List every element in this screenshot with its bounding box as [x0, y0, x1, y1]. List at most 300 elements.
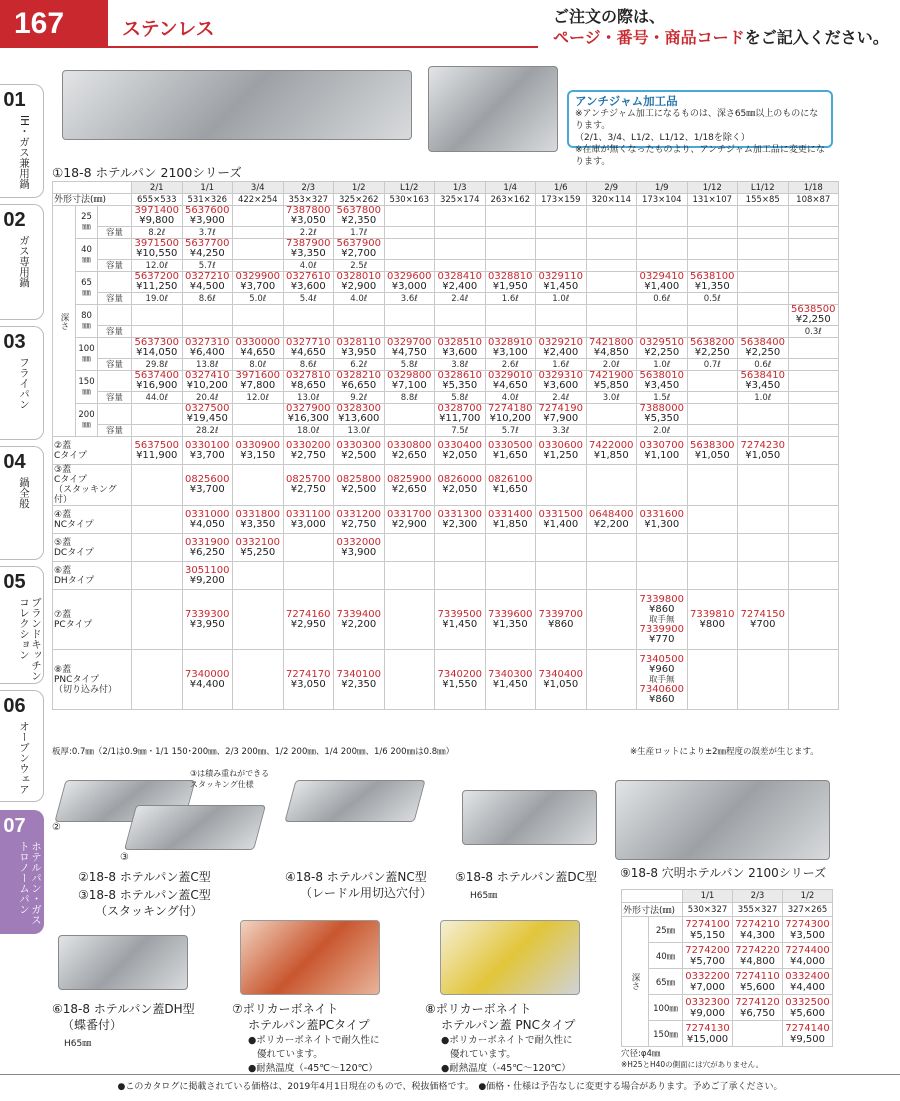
capacity-cell: 5.8ℓ — [435, 392, 486, 404]
product-cell — [738, 465, 789, 506]
capacity-cell: 8.6ℓ — [283, 359, 334, 371]
dims-label: 外形寸法(㎜) — [53, 194, 132, 206]
product-price: ¥11,700 — [439, 413, 481, 424]
capacity-cell: 4.0ℓ — [334, 293, 385, 305]
product-cell — [384, 590, 435, 650]
product-code: 0328910 — [487, 337, 533, 348]
product-cell — [637, 534, 688, 562]
pc-lid-image — [240, 920, 380, 995]
product-price: ¥3,600 — [442, 347, 478, 358]
product-code: 7274220 — [735, 944, 780, 956]
product-price: ¥3,950 — [189, 618, 225, 630]
product-cell — [334, 305, 385, 326]
product-price: ¥1,550 — [442, 678, 478, 690]
sidebar-tab-label: IH・ガス兼用鍋 — [18, 115, 30, 189]
product-cell — [435, 650, 486, 710]
product-cell — [283, 305, 334, 326]
product-cell — [687, 650, 738, 710]
product-price: ¥770 — [649, 633, 675, 645]
capacity-cell — [485, 326, 536, 338]
product-cell — [788, 650, 839, 710]
product-price: ¥16,300 — [287, 413, 329, 424]
capacity-cell — [536, 326, 587, 338]
capacity-cell: 13.8ℓ — [182, 359, 233, 371]
product-price: ¥3,700 — [240, 281, 276, 292]
spacer — [98, 239, 132, 260]
product-price: ¥3,000 — [391, 281, 427, 292]
order-note: ご注文の際は、 ページ・番号・商品コードをご記入ください。 — [553, 7, 889, 47]
spacer — [98, 272, 132, 293]
product-code: 0825600 — [184, 474, 230, 485]
dims-cell: 422×254 — [233, 194, 284, 206]
sidebar-tab-label: フライパン — [18, 357, 30, 410]
product-cell — [435, 272, 486, 293]
lid-label — [53, 534, 132, 562]
capacity-cell — [485, 260, 536, 272]
product-cell — [182, 562, 233, 590]
product-cell — [586, 465, 637, 506]
product-cell — [687, 272, 738, 293]
product-code: 0327500 — [184, 403, 230, 414]
size-header: 1/12 — [687, 182, 738, 194]
capacity-cell — [687, 392, 738, 404]
product-code: 7274190 — [538, 403, 584, 414]
product-code: 7340400 — [538, 668, 584, 680]
product-code: 0329010 — [487, 370, 533, 381]
sidebar-tab-label: ホテルパン・ガストロノームパン — [18, 841, 42, 925]
product-cell — [536, 404, 587, 425]
product-cell — [687, 534, 738, 562]
product-cell — [384, 338, 435, 359]
product-code: 3971600 — [235, 370, 281, 381]
table-row — [622, 995, 833, 1021]
capacity-cell — [233, 227, 284, 239]
product-cell — [637, 305, 688, 326]
product-code: 0329900 — [235, 271, 281, 282]
product-code: 7274230 — [740, 439, 786, 451]
product-price: ¥5,600 — [790, 1007, 825, 1019]
product-cell — [233, 404, 284, 425]
product-cell — [683, 995, 733, 1021]
product-cell — [536, 437, 587, 465]
product-code: 0329800 — [386, 370, 432, 381]
product-cell — [536, 305, 587, 326]
product-cell — [334, 206, 385, 227]
lid-c-stack-image — [124, 805, 266, 850]
product-code: 7274170 — [285, 668, 331, 680]
product-cell — [384, 305, 435, 326]
product-price: ¥9,200 — [189, 574, 225, 586]
product-cell — [637, 338, 688, 359]
product-cell — [586, 534, 637, 562]
capacity-label: 容量 — [98, 293, 132, 305]
product-code: 0327810 — [285, 370, 331, 381]
product-cell — [637, 562, 688, 590]
caption-5: ⑤18-8 ホテルパン蓋DC型 — [455, 870, 597, 884]
product-code: 7340000 — [184, 668, 230, 680]
page-title: ステンレス — [122, 18, 215, 40]
product-price: ¥2,250 — [644, 347, 680, 358]
lid-label — [53, 437, 132, 465]
product-cell — [283, 437, 334, 465]
product-code: 0331000 — [184, 508, 230, 520]
size-header: 1/4 — [485, 182, 536, 194]
product-cell — [783, 1021, 833, 1047]
lid-nc-image — [284, 780, 425, 822]
product-price: ¥1,450 — [442, 618, 478, 630]
product-cell — [283, 590, 334, 650]
caption-3b: （スタッキング付） — [95, 904, 203, 918]
product-cell — [788, 437, 839, 465]
product-price: ¥2,300 — [442, 518, 478, 530]
capacity-cell — [384, 260, 435, 272]
sidebar-tab-03 — [0, 326, 44, 440]
product-cell — [637, 465, 688, 506]
product-code: 0330300 — [336, 439, 382, 451]
product-cell — [233, 562, 284, 590]
product-cell — [536, 239, 587, 260]
product-cell — [738, 437, 789, 465]
product-cell — [132, 506, 183, 534]
capacity-cell: 5.4ℓ — [283, 293, 334, 305]
size-header: 1/1 — [683, 890, 733, 903]
table-row — [53, 371, 839, 392]
product-cell — [435, 534, 486, 562]
sidebar-tab-07 — [0, 810, 44, 934]
lid-label-line: ⑦蓋 — [54, 609, 72, 620]
img-label-3: ③ — [120, 852, 129, 863]
product-cell — [738, 404, 789, 425]
product-code: 0330400 — [437, 439, 483, 451]
product-code: 0648400 — [588, 508, 634, 520]
product-code: 0332300 — [685, 996, 730, 1008]
table-row — [53, 650, 839, 710]
product-price: ¥19,450 — [186, 413, 228, 424]
product-price: ¥3,600 — [543, 380, 579, 391]
capacity-cell — [586, 227, 637, 239]
product-price: ¥3,000 — [290, 518, 326, 530]
product-cell — [738, 239, 789, 260]
product-price: ¥2,500 — [341, 449, 377, 461]
product-cell — [637, 506, 688, 534]
product-code: 0330700 — [639, 439, 685, 451]
product-code: 7274100 — [685, 918, 730, 930]
table-row — [622, 1021, 833, 1047]
product-cell — [435, 404, 486, 425]
product-code: 0330600 — [538, 439, 584, 451]
product-price: ¥14,050 — [136, 347, 178, 358]
capacity-cell: 44.0ℓ — [132, 392, 183, 404]
product-cell — [687, 590, 738, 650]
product-price: ¥5,700 — [690, 955, 725, 967]
capacity-cell: 2.0ℓ — [637, 425, 688, 437]
lid-label-line: （スタッキング付） — [54, 485, 117, 505]
product-cell — [637, 404, 688, 425]
product-price: ¥4,800 — [740, 955, 775, 967]
caption-7b: ホテルパン蓋PCタイプ — [248, 1018, 370, 1032]
product-price: ¥3,500 — [790, 929, 825, 941]
product-code: 5638300 — [689, 439, 735, 451]
product-cell — [334, 437, 385, 465]
product-code: 7339300 — [184, 608, 230, 620]
table-row — [53, 182, 839, 194]
lid-dh-image — [58, 935, 188, 990]
dims-cell: 173×159 — [536, 194, 587, 206]
capacity-cell — [233, 326, 284, 338]
product-code: 7421900 — [588, 370, 634, 381]
page-number: 167 — [0, 0, 108, 48]
product-cell — [132, 534, 183, 562]
sidebar-tab-label: ブランドキッチンコレクション — [18, 597, 42, 681]
product-code: 5638410 — [740, 370, 786, 381]
capacity-cell — [637, 326, 688, 338]
capacity-cell — [485, 227, 536, 239]
capacity-cell: 3.8ℓ — [435, 359, 486, 371]
product-code: 3051100 — [184, 564, 230, 576]
corner-cell — [53, 182, 132, 194]
product-cell — [334, 239, 385, 260]
size-header: 1/18 — [788, 182, 839, 194]
product-code: 0330800 — [386, 439, 432, 451]
product-price: ¥1,350 — [694, 281, 730, 292]
spacer — [98, 338, 132, 359]
product-cell — [233, 371, 284, 392]
product-code: 0331400 — [487, 508, 533, 520]
capacity-cell: 8.0ℓ — [233, 359, 284, 371]
product-code: 5638500 — [790, 304, 836, 315]
product-cell — [783, 917, 833, 943]
product-price: ¥4,650 — [290, 347, 326, 358]
size-header: 1/2 — [783, 890, 833, 903]
dims-label: 外形寸法(㎜) — [622, 903, 683, 917]
product-code: 5637900 — [336, 238, 382, 249]
depth-label: 100㎜ — [76, 338, 98, 371]
product-code: 0328510 — [437, 337, 483, 348]
product-cell — [182, 534, 233, 562]
table-row — [53, 272, 839, 293]
product-price: ¥2,250 — [694, 347, 730, 358]
product-cell — [283, 206, 334, 227]
product-cell — [435, 506, 486, 534]
dims-cell: 530×163 — [384, 194, 435, 206]
product-price: ¥2,250 — [745, 347, 781, 358]
product-cell — [738, 305, 789, 326]
product-cell — [182, 239, 233, 260]
product-code: 7387800 — [285, 205, 331, 216]
product-cell — [334, 404, 385, 425]
capacity-label: 容量 — [98, 359, 132, 371]
product-cell — [788, 590, 839, 650]
product-code: 7274200 — [685, 944, 730, 956]
capacity-cell — [788, 227, 839, 239]
product-price: ¥10,200 — [186, 380, 228, 391]
capacity-cell: 29.8ℓ — [132, 359, 183, 371]
capacity-cell: 0.6ℓ — [637, 293, 688, 305]
product-price: ¥4,400 — [790, 981, 825, 993]
product-cell — [435, 465, 486, 506]
product-cell — [384, 239, 435, 260]
capacity-cell: 1.7ℓ — [334, 227, 385, 239]
dims-cell: 530×327 — [683, 903, 733, 917]
lid-label-line: （切り込み付） — [54, 684, 118, 695]
dims-cell: 327×265 — [783, 903, 833, 917]
capacity-cell — [687, 425, 738, 437]
table-row — [622, 943, 833, 969]
product-code: 7274150 — [740, 608, 786, 620]
product-code: 3971400 — [134, 205, 180, 216]
product-price: ¥1,450 — [543, 281, 579, 292]
product-cell — [586, 305, 637, 326]
product-price: ¥3,700 — [189, 484, 225, 495]
product-cell — [233, 534, 284, 562]
product-cell — [733, 1021, 783, 1047]
product-cell — [783, 969, 833, 995]
capacity-cell: 5.8ℓ — [384, 359, 435, 371]
capacity-cell: 5.7ℓ — [182, 260, 233, 272]
product-cell — [687, 465, 738, 506]
capacity-cell: 1.5ℓ — [637, 392, 688, 404]
size-header: 2/9 — [586, 182, 637, 194]
caption-7-notes: ●ポリカーボネイトで耐久性に 優れています。 ●耐熱温度（-45℃～120℃） — [248, 1035, 380, 1074]
dims-cell: 263×162 — [485, 194, 536, 206]
product-price: ¥1,250 — [543, 449, 579, 461]
product-price: ¥3,100 — [492, 347, 528, 358]
product-cell — [733, 969, 783, 995]
product-code: 0327710 — [285, 337, 331, 348]
product-code: 0328110 — [336, 337, 382, 348]
product-code: 0331100 — [285, 508, 331, 520]
product-cell — [132, 590, 183, 650]
product-code: 0331300 — [437, 508, 483, 520]
product-price: ¥4,400 — [189, 678, 225, 690]
no-handle-label: 取手無 — [648, 614, 675, 625]
capacity-cell: 19.0ℓ — [132, 293, 183, 305]
product-price: ¥6,750 — [740, 1007, 775, 1019]
product-cell — [637, 590, 688, 650]
product-price: ¥9,500 — [790, 1033, 825, 1045]
product-cell — [687, 371, 738, 392]
product-code: 0328210 — [336, 370, 382, 381]
product-code: 0331600 — [639, 508, 685, 520]
corner-cell — [622, 890, 683, 903]
sidebar-tab-label: オーブンウェア — [18, 721, 30, 795]
product-price: ¥2,750 — [341, 518, 377, 530]
product-code: 5637300 — [134, 337, 180, 348]
capacity-cell — [687, 326, 738, 338]
product-price: ¥10,200 — [489, 413, 531, 424]
caption-9: ⑨18-8 穴明ホテルパン 2100シリーズ — [620, 866, 827, 880]
lid-label-line: PNCタイプ — [54, 674, 99, 685]
product-cell — [536, 562, 587, 590]
deep-label: 深さ — [53, 206, 76, 437]
size-header: 1/1 — [182, 182, 233, 194]
capacity-cell — [586, 326, 637, 338]
capacity-cell: 5.0ℓ — [233, 293, 284, 305]
product-price: ¥4,300 — [740, 929, 775, 941]
product-cell — [485, 272, 536, 293]
sidebar-tab-01 — [0, 84, 44, 198]
product-cell — [485, 534, 536, 562]
capacity-cell: 1.6ℓ — [485, 293, 536, 305]
product-cell — [233, 239, 284, 260]
product-cell — [283, 272, 334, 293]
product-code: 5638100 — [689, 271, 735, 282]
table-row — [53, 590, 839, 650]
product-price: ¥3,450 — [644, 380, 680, 391]
anti-jam-box: アンチジャム加工品 ※アンチジャム加工になるものは、深さ65㎜以上のものになります。 （2/1、3/4、L1/2、L1/12、1/18を除く） ※在庫が無くなったものより、アンチジャム加工品に変更になります。 — [567, 90, 833, 148]
product-cell — [334, 650, 385, 710]
product-code: 7339800 — [639, 593, 685, 605]
lid-label-line: ③蓋 — [54, 465, 72, 475]
product-cell — [233, 650, 284, 710]
product-cell — [233, 506, 284, 534]
product-cell — [283, 562, 334, 590]
product-code: 7274300 — [785, 918, 830, 930]
capacity-cell: 8.6ℓ — [182, 293, 233, 305]
product-cell — [334, 562, 385, 590]
product-cell — [435, 371, 486, 392]
product-price: ¥3,350 — [290, 248, 326, 259]
lid-label — [53, 562, 132, 590]
sidebar-tab-06 — [0, 690, 44, 802]
product-price: ¥2,400 — [543, 347, 579, 358]
product-price: ¥2,900 — [391, 518, 427, 530]
product-cell — [283, 239, 334, 260]
capacity-cell: 1.0ℓ — [536, 293, 587, 305]
product-price: ¥5,350 — [644, 413, 680, 424]
table-row — [53, 326, 839, 338]
product-cell — [485, 506, 536, 534]
table-row — [53, 260, 839, 272]
table-row — [53, 359, 839, 371]
table-row — [53, 338, 839, 359]
capacity-cell: 2.0ℓ — [586, 359, 637, 371]
capacity-cell: 4.0ℓ — [283, 260, 334, 272]
product-price: ¥2,050 — [442, 484, 478, 495]
product-cell — [132, 338, 183, 359]
product-price: ¥10,550 — [136, 248, 178, 259]
product-code: 5638200 — [689, 337, 735, 348]
product-code: 0825800 — [336, 474, 382, 485]
product-cell — [334, 338, 385, 359]
dims-cell: 173×104 — [637, 194, 688, 206]
product-price: ¥6,250 — [189, 546, 225, 558]
product-cell — [485, 371, 536, 392]
product-code: 7340300 — [487, 668, 533, 680]
lid-dc-image — [462, 790, 597, 845]
product-cell — [788, 305, 839, 326]
product-cell — [485, 305, 536, 326]
product-code: 7339700 — [538, 608, 584, 620]
capacity-cell — [687, 260, 738, 272]
product-price: ¥3,600 — [290, 281, 326, 292]
table-row — [53, 227, 839, 239]
product-price: ¥3,150 — [240, 449, 276, 461]
product-code: 5638400 — [740, 337, 786, 348]
product-cell — [536, 272, 587, 293]
product-code: 0329600 — [386, 271, 432, 282]
product-cell — [586, 590, 637, 650]
product-code: 7274130 — [685, 1022, 730, 1034]
anti-jam-pan-image — [428, 66, 558, 152]
product-cell — [132, 305, 183, 326]
product-cell — [384, 404, 435, 425]
product-cell — [334, 534, 385, 562]
pnc-lid-image — [440, 920, 580, 995]
capacity-cell — [536, 260, 587, 272]
table-row — [622, 917, 833, 943]
product-cell — [738, 371, 789, 392]
